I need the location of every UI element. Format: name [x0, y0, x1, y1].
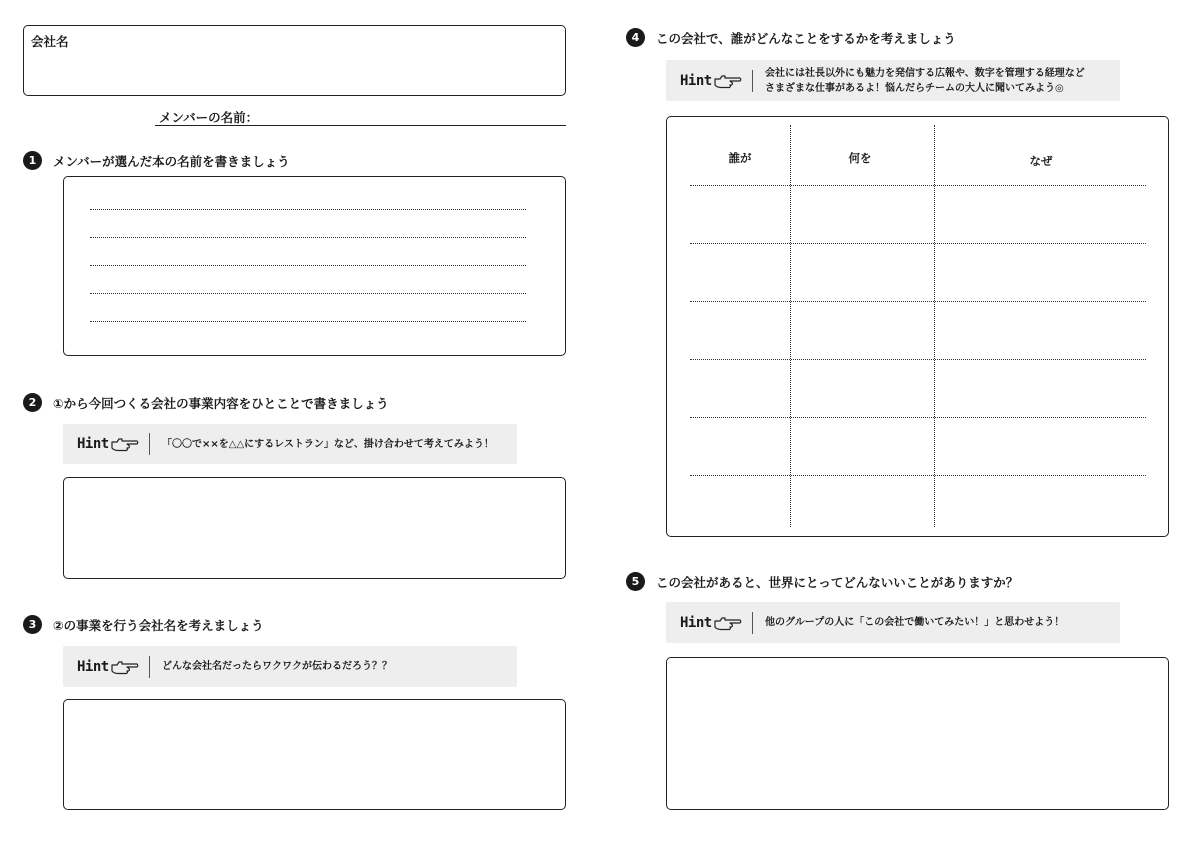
hint-text: どんな会社名だったらワクワクが伝わるだろう？？: [162, 661, 392, 672]
hint-text-line: 会社には社長以外にも魅力を発信する広報や、数字を管理する経理など: [765, 67, 1085, 79]
writing-line: [90, 265, 526, 266]
table-row-line: [690, 475, 1146, 476]
table-header-why: なぜ: [1029, 154, 1053, 168]
writing-line: [90, 209, 526, 210]
hint-separator: [149, 656, 150, 678]
table-row-line: [690, 417, 1146, 418]
question-3-number: 3: [23, 615, 42, 634]
question-3-text: ②の事業を行う会社名を考えましょう: [53, 618, 264, 633]
question-1-number: 1: [23, 151, 42, 170]
question-3-hint: [63, 646, 517, 687]
table-header-who: 誰が: [728, 151, 752, 165]
question-4-hint: [666, 60, 1120, 101]
hint-label: Hint: [680, 614, 712, 631]
question-5-number: 5: [626, 572, 645, 591]
question-1-answer-box[interactable]: [63, 176, 566, 356]
table-row-line: [690, 301, 1146, 302]
hint-separator: [752, 612, 753, 634]
table-row-line: [690, 243, 1146, 244]
question-5-hint: [666, 602, 1120, 643]
company-name-label: 会社名: [31, 34, 69, 49]
hint-badge: [63, 659, 139, 675]
question-3-answer-box[interactable]: [63, 699, 566, 810]
hint-text: 他のグループの人に「この会社で働いてみたい！」と思わせよう！: [765, 617, 1065, 628]
question-5-answer-box[interactable]: [666, 657, 1169, 810]
hint-badge: [63, 436, 139, 452]
hint-badge: [666, 73, 742, 89]
question-2-answer-box[interactable]: [63, 477, 566, 579]
question-4-number: 4: [626, 28, 645, 47]
hint-label: Hint: [77, 436, 109, 452]
member-name-label: メンバーの名前：: [159, 110, 259, 125]
company-name-box[interactable]: [23, 25, 566, 96]
table-header-what: 何を: [848, 151, 872, 165]
hint-label: Hint: [77, 658, 109, 675]
question-4-table-box[interactable]: [666, 116, 1169, 537]
pointing-hand-icon: [111, 659, 139, 675]
question-2-hint: [63, 424, 517, 464]
question-2-number: 2: [23, 393, 42, 412]
writing-line: [90, 293, 526, 294]
hint-text-line: さまざまな仕事があるよ！悩んだらチームの大人に聞いてみよう◎: [765, 82, 1064, 94]
table-row-line: [690, 359, 1146, 360]
hint-text: 「〇〇で××を△△にするレストラン」など、掛け合わせて考えてみよう！: [162, 438, 494, 450]
member-name-underline[interactable]: [155, 125, 566, 126]
hint-label: Hint: [680, 72, 712, 89]
pointing-hand-icon: [714, 73, 742, 89]
hint-separator: [752, 70, 753, 92]
question-4-text: この会社で、誰がどんなことをするかを考えましょう: [656, 31, 956, 46]
hint-separator: [149, 433, 150, 455]
hint-badge: [666, 615, 742, 631]
question-5-text: この会社があると、世界にとってどんないいことがありますか？: [656, 575, 1019, 590]
writing-line: [90, 237, 526, 238]
question-1-text: メンバーが選んだ本の名前を書きましょう: [53, 154, 290, 169]
hint-text: [765, 66, 1085, 96]
pointing-hand-icon: [111, 436, 139, 452]
table-row-line: [690, 185, 1146, 186]
question-2-text: ①から今回つくる会社の事業内容をひとことで書きましょう: [53, 396, 389, 411]
pointing-hand-icon: [714, 615, 742, 631]
writing-line: [90, 321, 526, 322]
